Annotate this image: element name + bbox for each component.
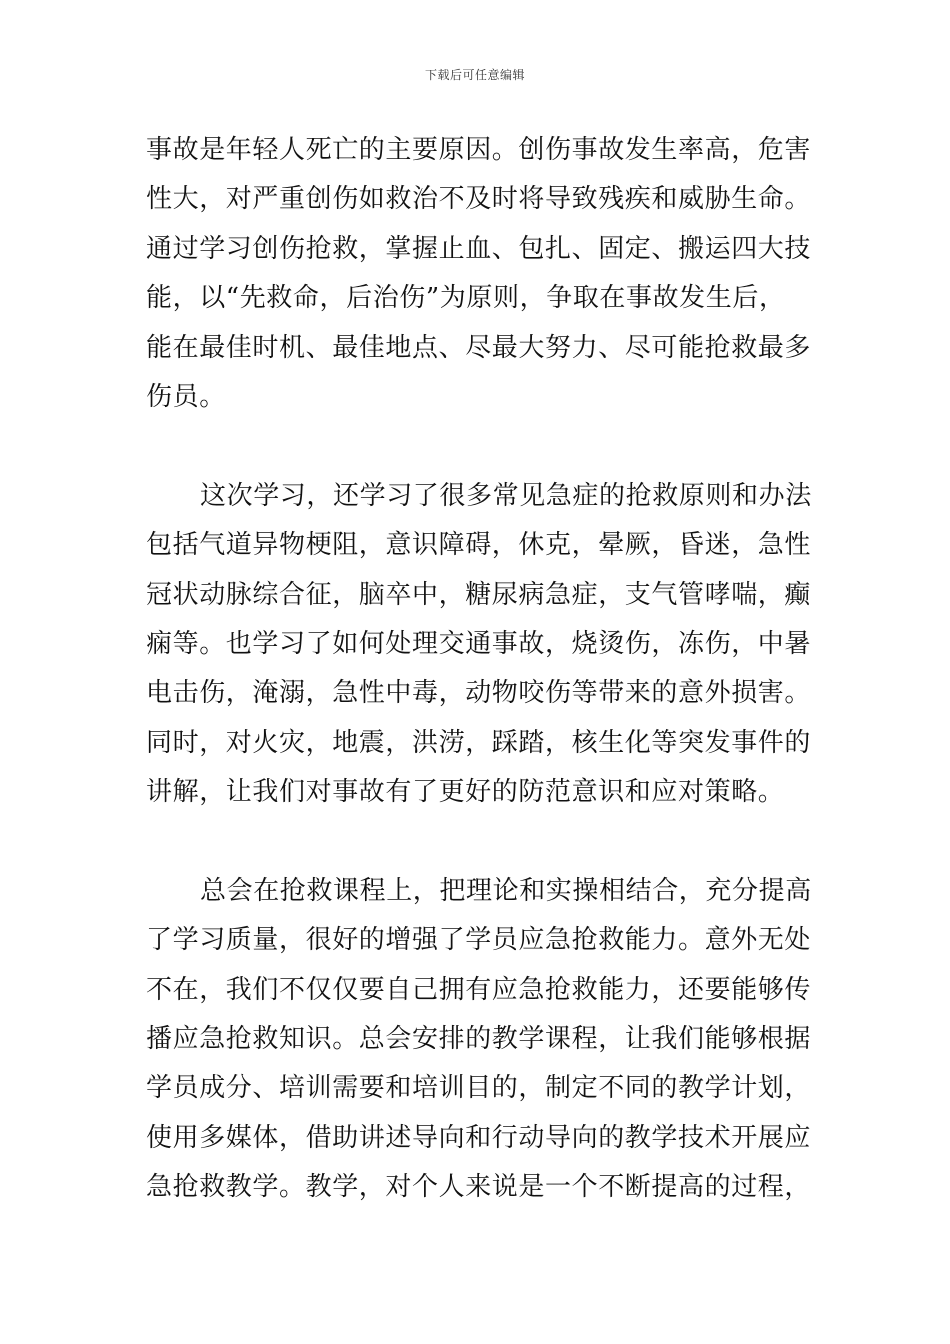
text-line: 能，以“先救命，后治伤”为原则，争取在事故发生后， xyxy=(146,283,786,314)
text-line: 不在，我们不仅仅要自己拥有应急抢救能力，还要能够传 xyxy=(146,974,812,1005)
paragraph-3 xyxy=(146,867,811,1213)
paragraph-2 xyxy=(146,472,811,818)
text-line: 伤员。 xyxy=(146,381,226,412)
text-line: 包括气道异物梗阻，意识障碍，休克，晕厥，昏迷，急性 xyxy=(146,530,812,561)
paragraph-spacer xyxy=(146,817,811,866)
text-line: 使用多媒体，借助讲述导向和行动导向的教学技术开展应 xyxy=(146,1122,812,1153)
text-line: 痫等。也学习了如何处理交通事故，烧烫伤，冻伤，中暑 xyxy=(146,628,812,659)
page-header: 下载后可任意编辑 xyxy=(424,68,525,82)
paragraph-spacer xyxy=(146,422,811,471)
text-line: 总会在抢救课程上，把理论和实操相结合，充分提高 xyxy=(200,875,812,906)
text-line: 同时，对火灾，地震，洪涝，踩踏，核生化等突发事件的 xyxy=(146,727,812,758)
text-line: 这次学习，还学习了很多常见急症的抢救原则和办法 xyxy=(200,480,812,511)
text-line: 性大，对严重创伤如救治不及时将导致残疾和威胁生命。 xyxy=(146,184,812,215)
text-line: 讲解，让我们对事故有了更好的防范意识和应对策略。 xyxy=(146,777,785,808)
text-line: 事故是年轻人死亡的主要原因。创伤事故发生率高，危害 xyxy=(146,135,812,165)
text-line: 学员成分、培训需要和培训目的，制定不同的教学计划， xyxy=(146,1073,812,1104)
text-line: 电击伤，淹溺，急性中毒，动物咬伤等带来的意外损害。 xyxy=(146,678,812,709)
text-line: 通过学习创伤抢救，掌握止血、包扎、固定、搬运四大技 xyxy=(146,233,812,264)
text-line: 能在最佳时机、最佳地点、尽最大努力、尽可能抢救最多 xyxy=(146,332,812,363)
paragraph-1 xyxy=(146,126,811,422)
text-line: 了学习质量，很好的增强了学员应急抢救能力。意外无处 xyxy=(146,925,812,956)
text-line: 冠状动脉综合征，脑卒中，糖尿病急症，支气管哮喘，癫 xyxy=(146,579,812,610)
text-line: 播应急抢救知识。总会安排的教学课程，让我们能够根据 xyxy=(146,1024,812,1055)
text-line: 急抢救教学。教学，对个人来说是一个不断提高的过程， xyxy=(146,1172,812,1203)
document-body xyxy=(146,126,811,1213)
